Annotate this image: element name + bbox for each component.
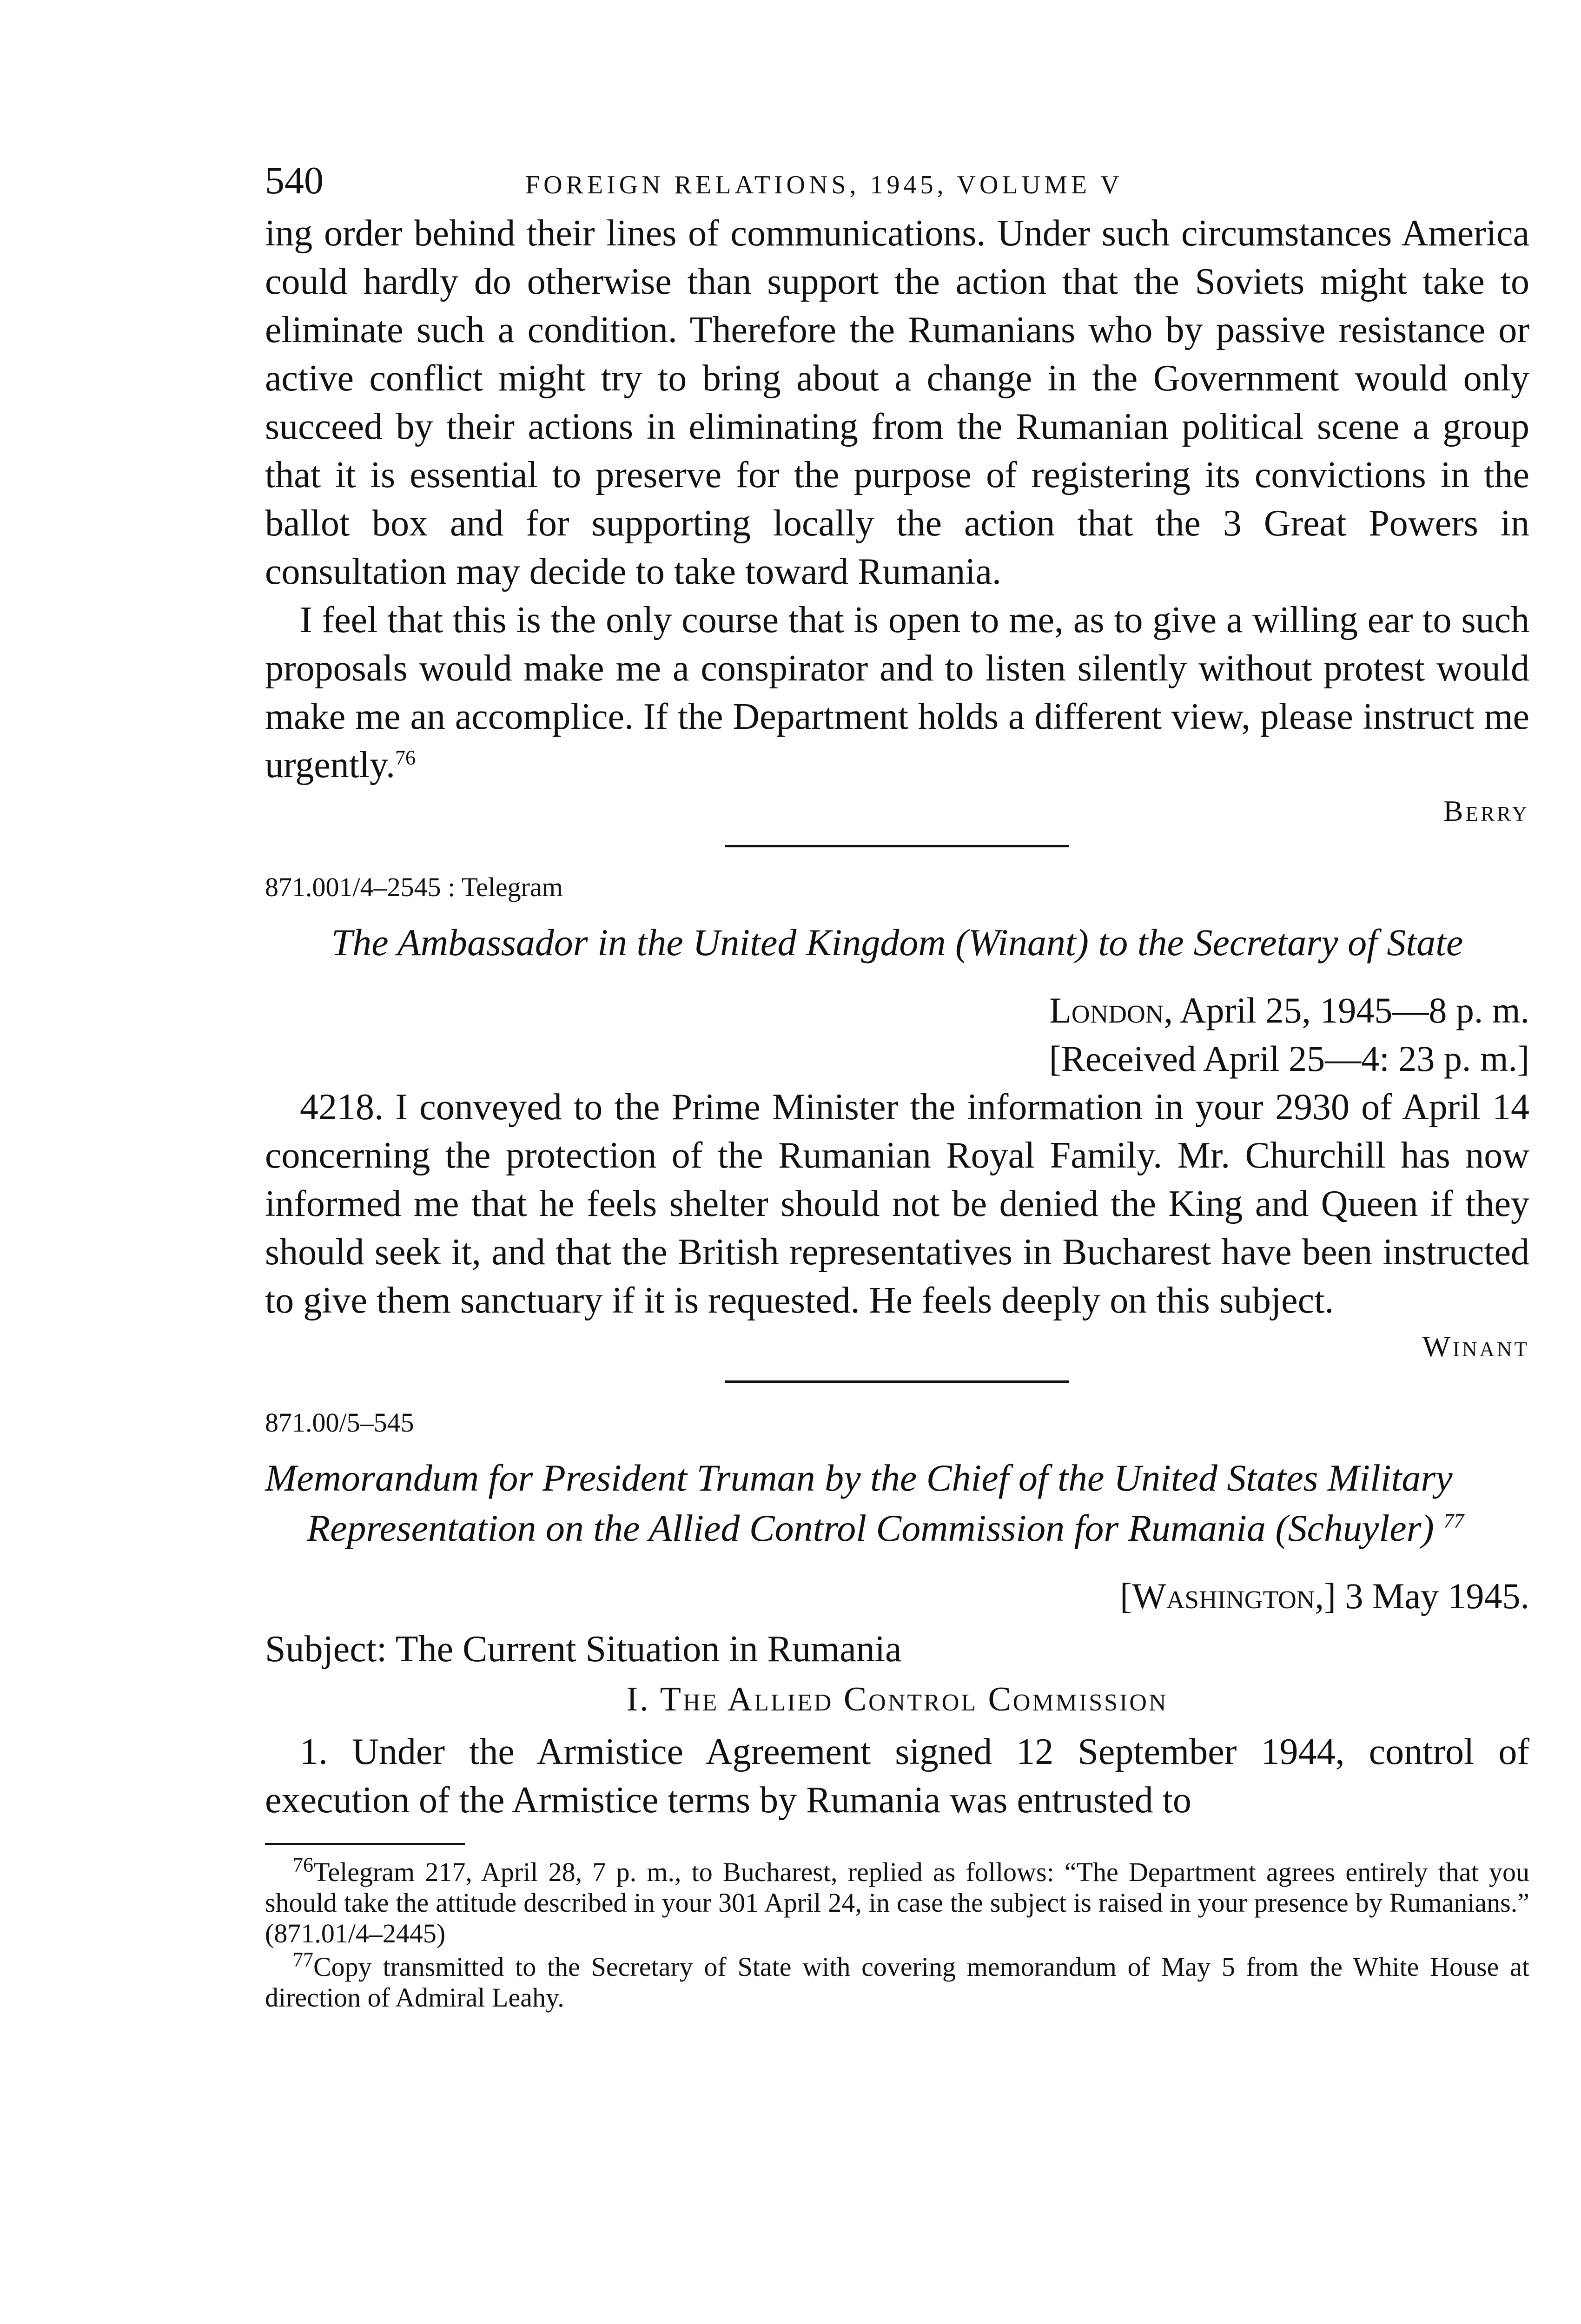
file-reference: 871.001/4–2545 : Telegram bbox=[265, 872, 563, 902]
footnote-number: 76 bbox=[293, 1853, 313, 1876]
section-heading: I. The Allied Control Commission bbox=[626, 1680, 1168, 1718]
continuation-paragraph: ing order behind their lines of communications. Under such circumstances America could hardly do otherwise than support the action that the Soviets might take to eliminate such a condition. Therefore the Rumanians who by passive resistance or active conflict might try to bring about a change in the Government would only succeed by their actions in eliminating from the Rumanian political scene a group that it is essential to preserve for the purpose of registering its convictions in the ballot box and for supporting locally the action that the 3 Great Powers in consultation may decide to take toward Rumania. bbox=[265, 213, 1529, 592]
footnote-text: Telegram 217, April 28, 7 p. m., to Bucharest, replied as follows: “The Department agrees entirely that you should take the attitude described in your 301 April 24, in case the subject is raised in your presence by Rumanians.” (871.01/4–2445) bbox=[265, 1857, 1529, 1948]
dateline-date: April 25, 1945—8 p. m. bbox=[1180, 990, 1529, 1030]
dateline-place: London, bbox=[1049, 990, 1173, 1030]
footnote-77 bbox=[265, 1948, 1529, 2013]
footnote-number: 77 bbox=[293, 1948, 313, 1971]
running-head: FOREIGN RELATIONS, 1945, VOLUME V bbox=[525, 171, 1123, 199]
file-reference: 871.00/5–545 bbox=[265, 1407, 414, 1438]
dateline bbox=[265, 986, 1529, 1035]
footnote-76 bbox=[265, 1853, 1529, 1949]
document-page bbox=[265, 158, 1529, 2016]
received-line: [Received April 25—4: 23 p. m.] bbox=[1049, 1038, 1529, 1079]
footnote-text: Copy transmitted to the Secretary of State with covering memorandum of May 5 from the White House at direction of Admiral Leahy. bbox=[265, 1952, 1529, 2013]
memorandum-title bbox=[265, 1453, 1529, 1553]
document-title: The Ambassador in the United Kingdom (Winant) to the Secretary of State bbox=[331, 921, 1463, 964]
berry-closing-paragraph bbox=[265, 596, 1529, 789]
footnote-ref-77: 77 bbox=[1443, 1509, 1464, 1532]
telegram-body: 4218. I conveyed to the Prime Minister the information in your 2930 of April 14 concerning the protection of the Rumanian Royal Family. Mr. Churchill has now informed me that he feels shelter should not be denied the King and Queen if they should seek it, and that the British representatives in Bucharest have been instructed to give them sanctuary if it is requested. He feels deeply on this subject. bbox=[265, 1087, 1529, 1321]
section-divider bbox=[725, 1380, 1069, 1383]
berry-closing-text: I feel that this is the only course that is open to me, as to give a willing ear to such proposals would make me a conspirator and to listen silently without protest would make me an accomplice. If the Department holds a different view, please instruct me urgently. bbox=[265, 600, 1529, 786]
page-number: 540 bbox=[265, 159, 324, 202]
dateline-date: 3 May 1945. bbox=[1345, 1576, 1529, 1616]
page-header bbox=[265, 158, 1529, 209]
footnote-divider bbox=[265, 1843, 465, 1845]
signature-berry: Berry bbox=[1443, 794, 1529, 827]
memorandum-dateline bbox=[265, 1572, 1529, 1620]
memorandum-body: 1. Under the Armistice Agreement signed 12 September 1944, control of execution of the Armistice terms by Rumania was entrusted to bbox=[265, 1731, 1529, 1821]
section-divider bbox=[725, 845, 1069, 847]
signature-winant: Winant bbox=[1422, 1330, 1529, 1363]
memorandum-title-text: Memorandum for President Truman by the Chief of the United States Military Representation on the Allied Control Commission for Rumania (Schuyler) bbox=[265, 1457, 1453, 1549]
dateline-place: [Washington,] bbox=[1120, 1576, 1336, 1616]
footnote-ref-76: 76 bbox=[395, 746, 416, 769]
subject-line: Subject: The Current Situation in Rumania bbox=[265, 1629, 902, 1670]
